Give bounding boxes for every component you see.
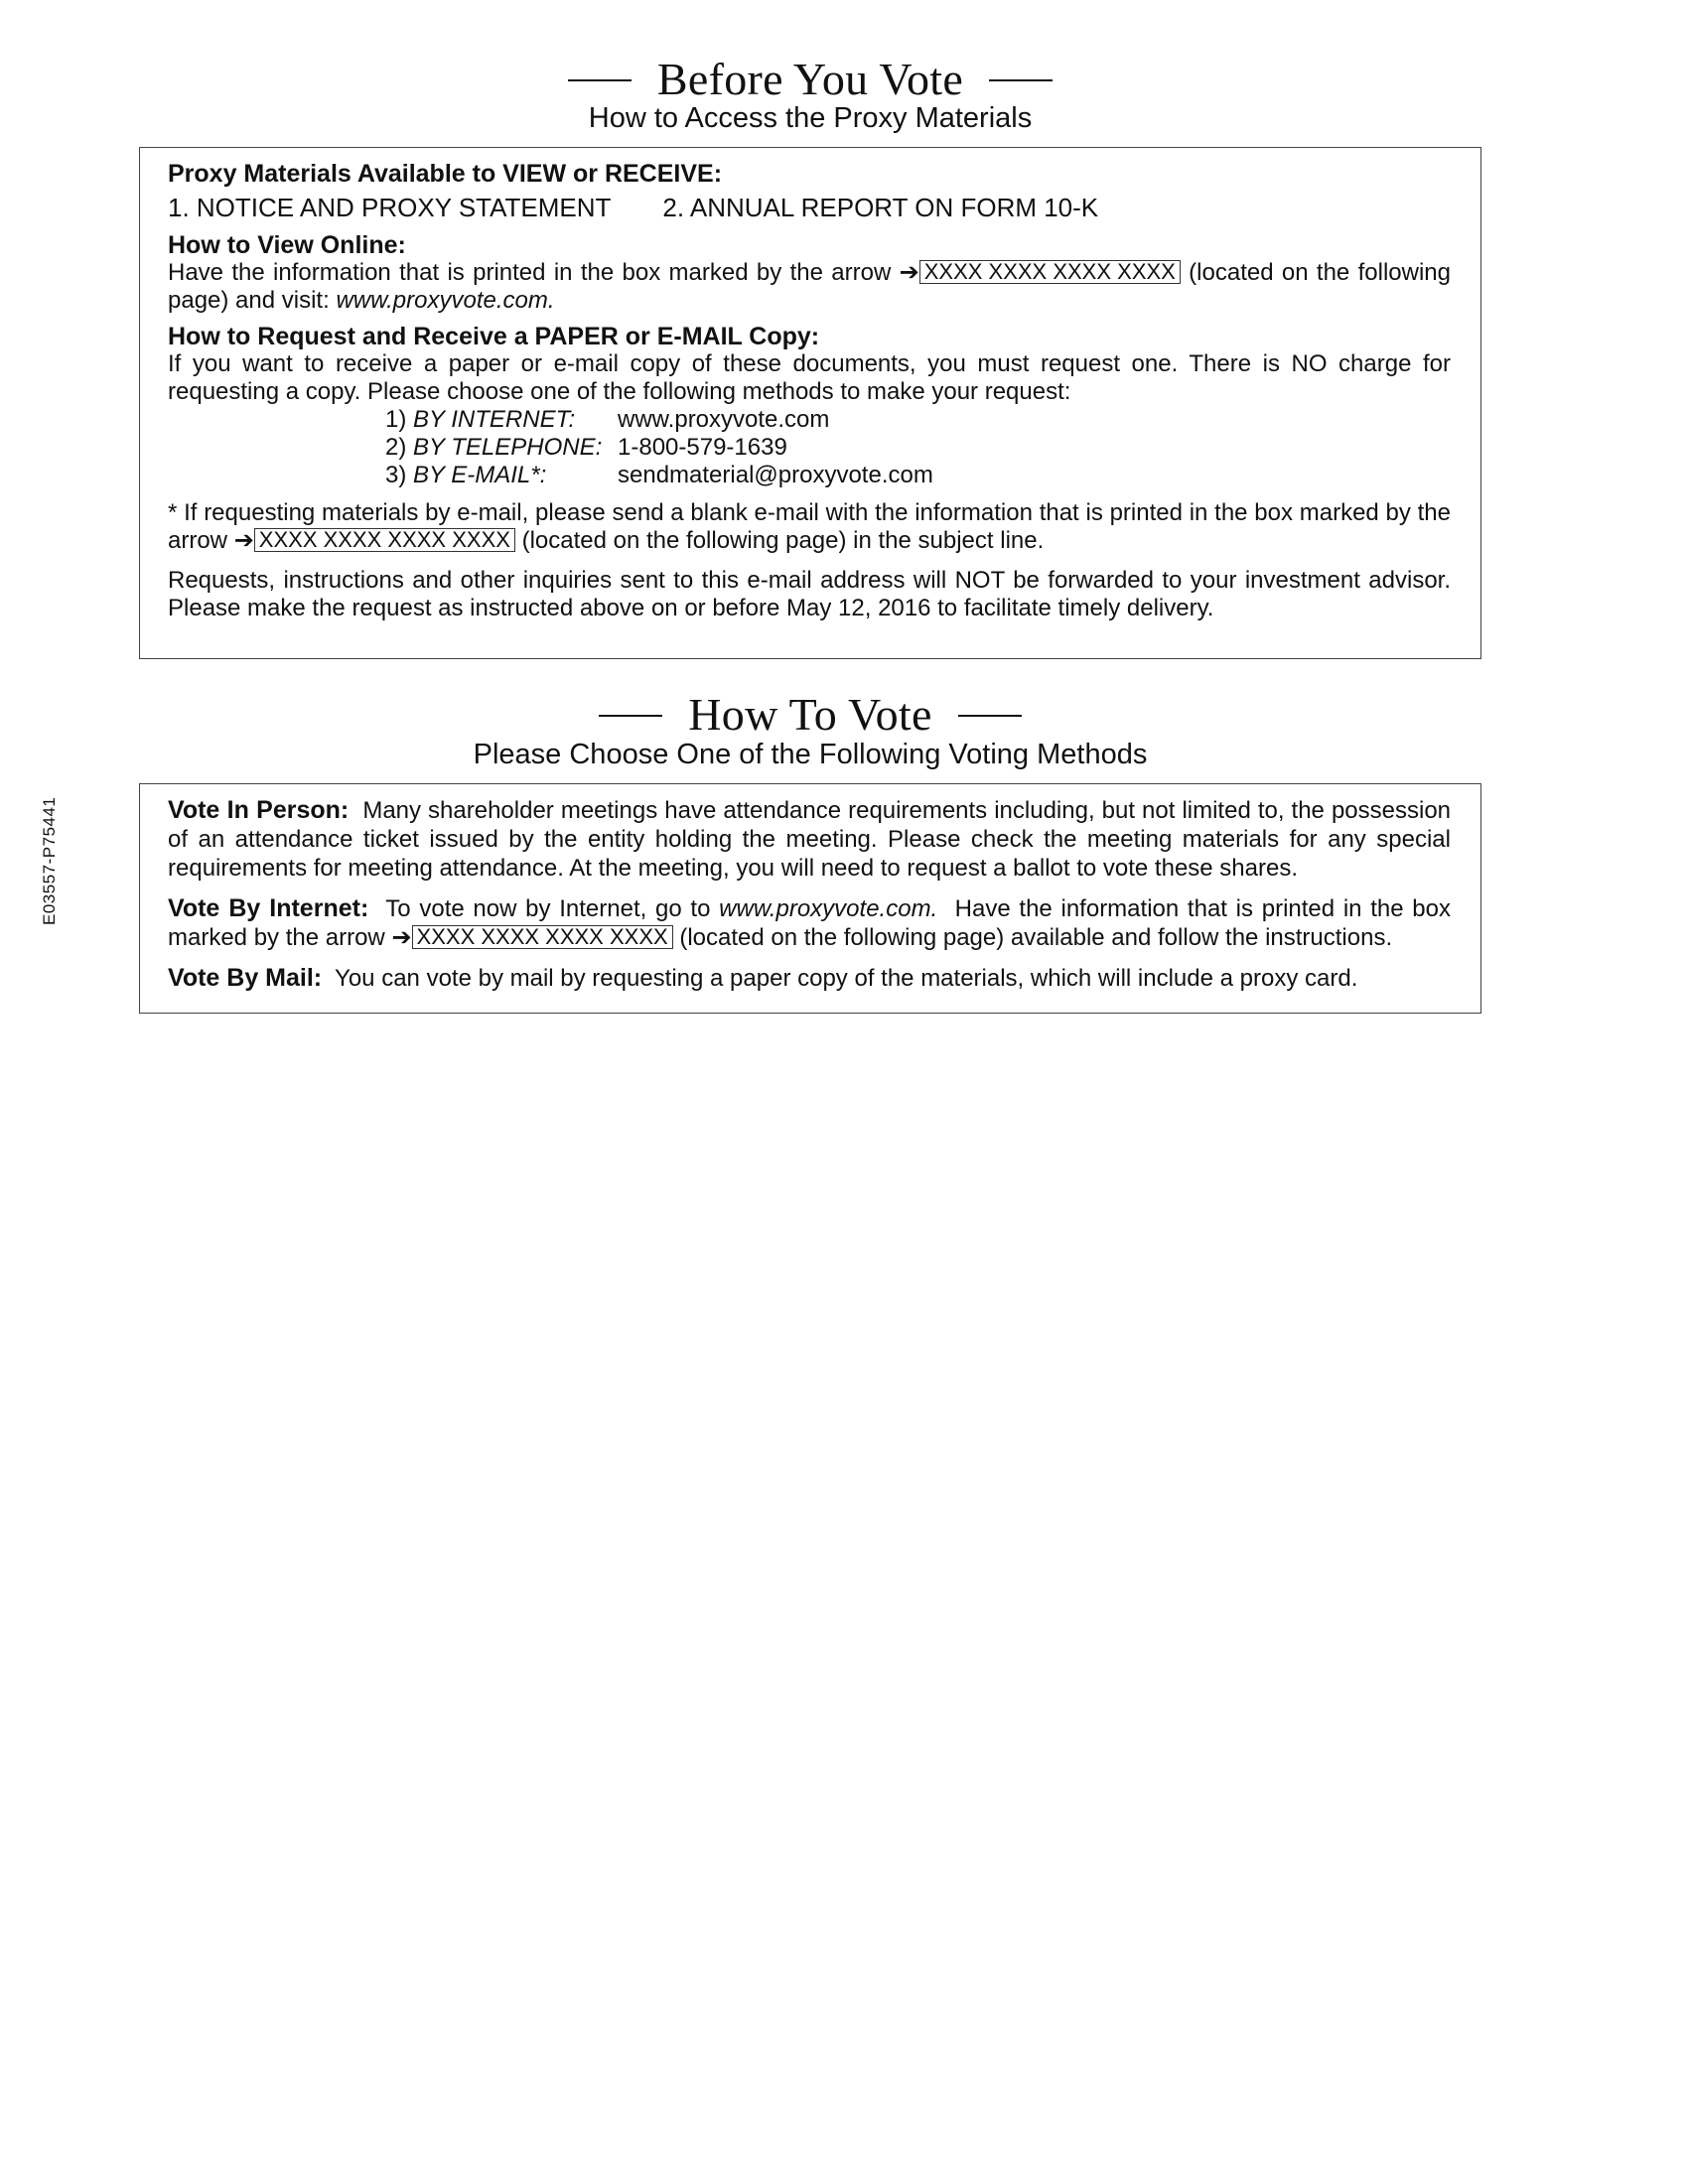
method-number: 1) bbox=[385, 406, 407, 433]
control-number-placeholder: XXXX XXXX XXXX XXXX bbox=[919, 260, 1181, 284]
view-online-text bbox=[168, 259, 1451, 315]
before-you-vote-title bbox=[139, 54, 1481, 105]
materials-heading: Proxy Materials Available to VIEW or RECEIVE: bbox=[168, 160, 723, 188]
vote-by-internet bbox=[168, 894, 1451, 952]
control-number-placeholder: XXXX XXXX XXXX XXXX bbox=[254, 528, 515, 552]
arrow-icon: ➔ bbox=[233, 527, 254, 554]
vote-by-internet-label: Vote By Internet: bbox=[168, 894, 369, 922]
method-value-phone[interactable]: 1-800-579-1639 bbox=[618, 434, 787, 461]
title-rule-left bbox=[568, 79, 632, 81]
method-number: 3) bbox=[385, 462, 407, 488]
request-method-email bbox=[385, 462, 1451, 489]
document-code: E03557-P75441 bbox=[40, 796, 59, 925]
document-item: 2. ANNUAL REPORT ON FORM 10-K bbox=[662, 193, 1099, 222]
voting-methods-box bbox=[139, 783, 1481, 1014]
method-label: BY INTERNET: bbox=[413, 406, 576, 433]
method-value-email[interactable]: sendmaterial@proxyvote.com bbox=[618, 462, 933, 488]
method-number: 2) bbox=[385, 434, 407, 461]
request-method-telephone bbox=[385, 434, 1451, 462]
control-number-placeholder: XXXX XXXX XXXX XXXX bbox=[412, 925, 673, 949]
request-copy-text: If you want to receive a paper or e-mail copy of these documents, you must request one. There is NO charge for requesting a copy. Please choose one of the following methods to make your request: bbox=[168, 350, 1451, 405]
view-online-heading: How to View Online: bbox=[168, 231, 406, 259]
document-item: 1. NOTICE AND PROXY STATEMENT bbox=[168, 193, 612, 222]
how-to-vote-title-text: How To Vote bbox=[688, 689, 932, 740]
proxyvote-link[interactable]: www.proxyvote.com. bbox=[336, 287, 555, 314]
view-online-text-part: (located on the following page) and visit: bbox=[168, 259, 1451, 314]
proxyvote-link[interactable]: www.proxyvote.com. bbox=[719, 895, 938, 922]
vote-in-person bbox=[168, 796, 1451, 883]
method-value-link[interactable]: www.proxyvote.com bbox=[618, 406, 830, 433]
vote-by-mail bbox=[168, 964, 1451, 993]
vote-by-mail-text: You can vote by mail by requesting a paper copy of the materials, which will include a proxy card. bbox=[335, 965, 1358, 992]
method-label: BY E-MAIL*: bbox=[413, 462, 547, 488]
before-you-vote-title-text: Before You Vote bbox=[656, 54, 964, 104]
proxy-materials-box bbox=[139, 147, 1481, 659]
title-rule-right bbox=[958, 715, 1022, 717]
how-to-vote-subtitle: Please Choose One of the Following Voting Methods bbox=[473, 739, 1148, 770]
email-footnote-part: (located on the following page) in the subject line. bbox=[521, 527, 1045, 554]
email-footnote bbox=[168, 499, 1451, 555]
method-label: BY TELEPHONE: bbox=[413, 434, 603, 461]
view-online-text-part: Have the information that is printed in the box marked by the arrow bbox=[168, 259, 892, 286]
how-to-vote-title bbox=[139, 689, 1481, 741]
before-you-vote-subtitle: How to Access the Proxy Materials bbox=[588, 102, 1033, 134]
request-copy-heading: How to Request and Receive a PAPER or E-MAIL Copy: bbox=[168, 323, 820, 350]
vote-in-person-text: Many shareholder meetings have attendance requirements including, but not limited to, the possession of an attendance ticket issued by the entity holding the meeting. Please check the meeting materials for any special requirements for meeting attendance. At the meeting, you will need to request a ballot to vote these shares. bbox=[168, 797, 1452, 882]
vote-by-internet-text: Have the information that is printed in the box marked by the arrow bbox=[168, 895, 1452, 951]
vote-by-internet-text: To vote now by Internet, go to bbox=[385, 895, 711, 922]
vote-in-person-label: Vote In Person: bbox=[168, 796, 350, 824]
request-methods-list bbox=[385, 406, 1451, 489]
request-method-internet bbox=[385, 406, 1451, 434]
arrow-icon: ➔ bbox=[899, 259, 919, 286]
vote-by-mail-label: Vote By Mail: bbox=[168, 964, 323, 992]
email-footnote-part: * If requesting materials by e-mail, please send a blank e-mail with the information that is printed in the box marked by the arrow bbox=[168, 499, 1451, 554]
vote-by-internet-text: (located on the following page) available and follow the instructions. bbox=[679, 924, 1393, 951]
title-rule-left bbox=[599, 715, 662, 717]
requests-notice: Requests, instructions and other inquiries sent to this e-mail address will NOT be forwarded to your investment advisor. Please make the request as instructed above on or before May 12, 2016 to facilitate timely delivery. bbox=[168, 567, 1451, 621]
arrow-icon: ➔ bbox=[391, 924, 412, 951]
documents-list bbox=[168, 192, 1451, 223]
title-rule-right bbox=[989, 79, 1053, 81]
